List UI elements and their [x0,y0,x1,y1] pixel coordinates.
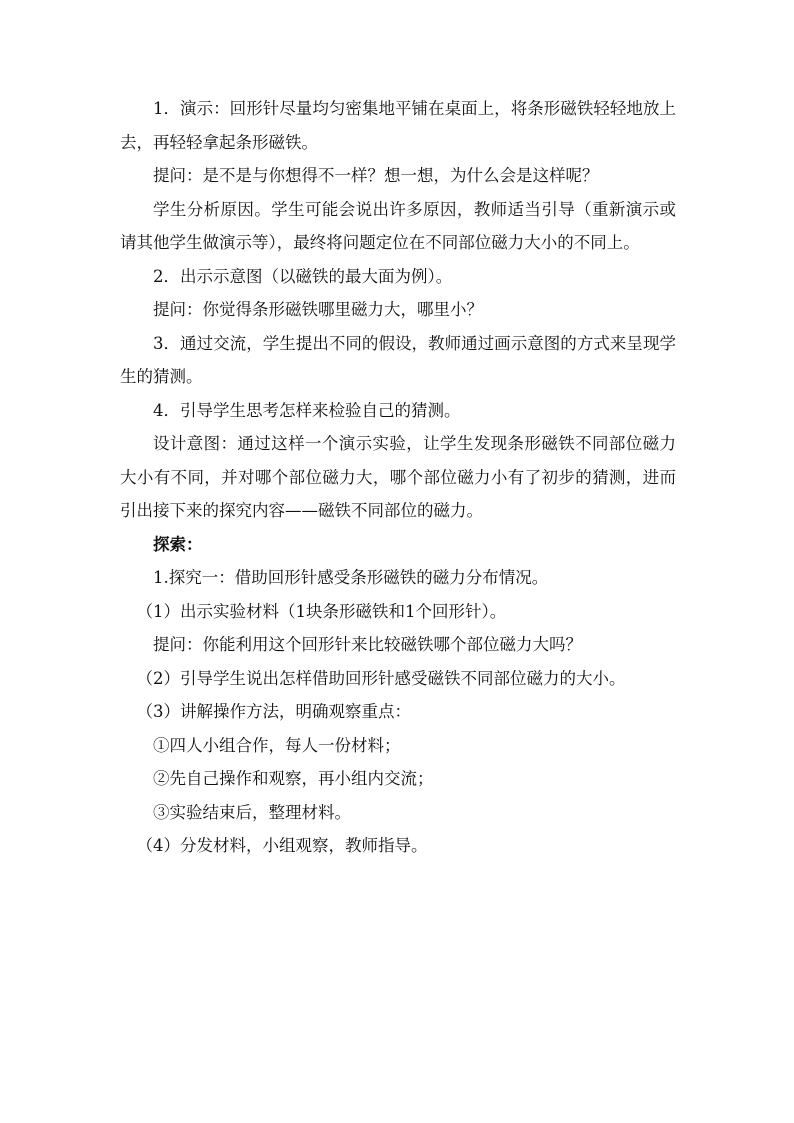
paragraph-demo: 1．演示：回形针尽量均匀密集地平铺在桌面上，将条形磁铁轻轻地放上去，再轻轻拿起条形磁铁。 [120,99,676,152]
document-body [120,92,676,863]
paragraph-question-2: 提问：你觉得条形磁铁哪里磁力大，哪里小？ [153,300,483,319]
list-item-1: ①四人小组合作，每人一份材料； [153,735,401,755]
paragraph-design-intent: 设计意图：通过这样一个演示实验，让学生发现条形磁铁不同部位磁力大小有不同，并对哪个部位磁力大，哪个部位磁力小有了初步的猜测，进而引出接下来的探究内容——磁铁不同部位的磁力。 [120,434,676,520]
paragraph-diagram: 2．出示示意图（以磁铁的最大面为例）。 [153,266,453,286]
paragraph-analysis: 学生分析原因。学生可能会说出许多原因，教师适当引导（重新演示或请其他学生做演示等），最终将问题定位在不同部位磁力大小的不同上。 [120,199,676,252]
section-heading-explore: 探索： [153,534,203,554]
paragraph-question-3: 提问：你能利用这个回形针来比较磁铁哪个部位磁力大吗？ [153,635,582,654]
paragraph-step-1: （1）出示实验材料（1块条形磁铁和1个回形针）。 [136,601,507,621]
paragraph-exchange: 3．通过交流，学生提出不同的假设，教师通过画示意图的方式来呈现学生的猜测。 [120,333,676,386]
list-item-3: ③实验结束后，整理材料。 [153,802,351,822]
paragraph-question-1: 提问：是不是与你想得不一样？想一想，为什么会是这样呢？ [153,166,599,185]
paragraph-step-3: （3）讲解操作方法，明确观察重点： [136,702,411,721]
paragraph-step-2: （2）引导学生说出怎样借助回形针感受磁铁不同部位磁力的大小。 [136,668,626,688]
list-item-2: ②先自己操作和观察，再小组内交流； [153,769,434,788]
paragraph-guide: 4．引导学生思考怎样来检验自己的猜测。 [153,400,461,420]
paragraph-step-4: （4）分发材料，小组观察，教师指导。 [136,836,428,855]
paragraph-inquiry-1: 1.探究一：借助回形针感受条形磁铁的磁力分布情况。 [153,568,549,587]
